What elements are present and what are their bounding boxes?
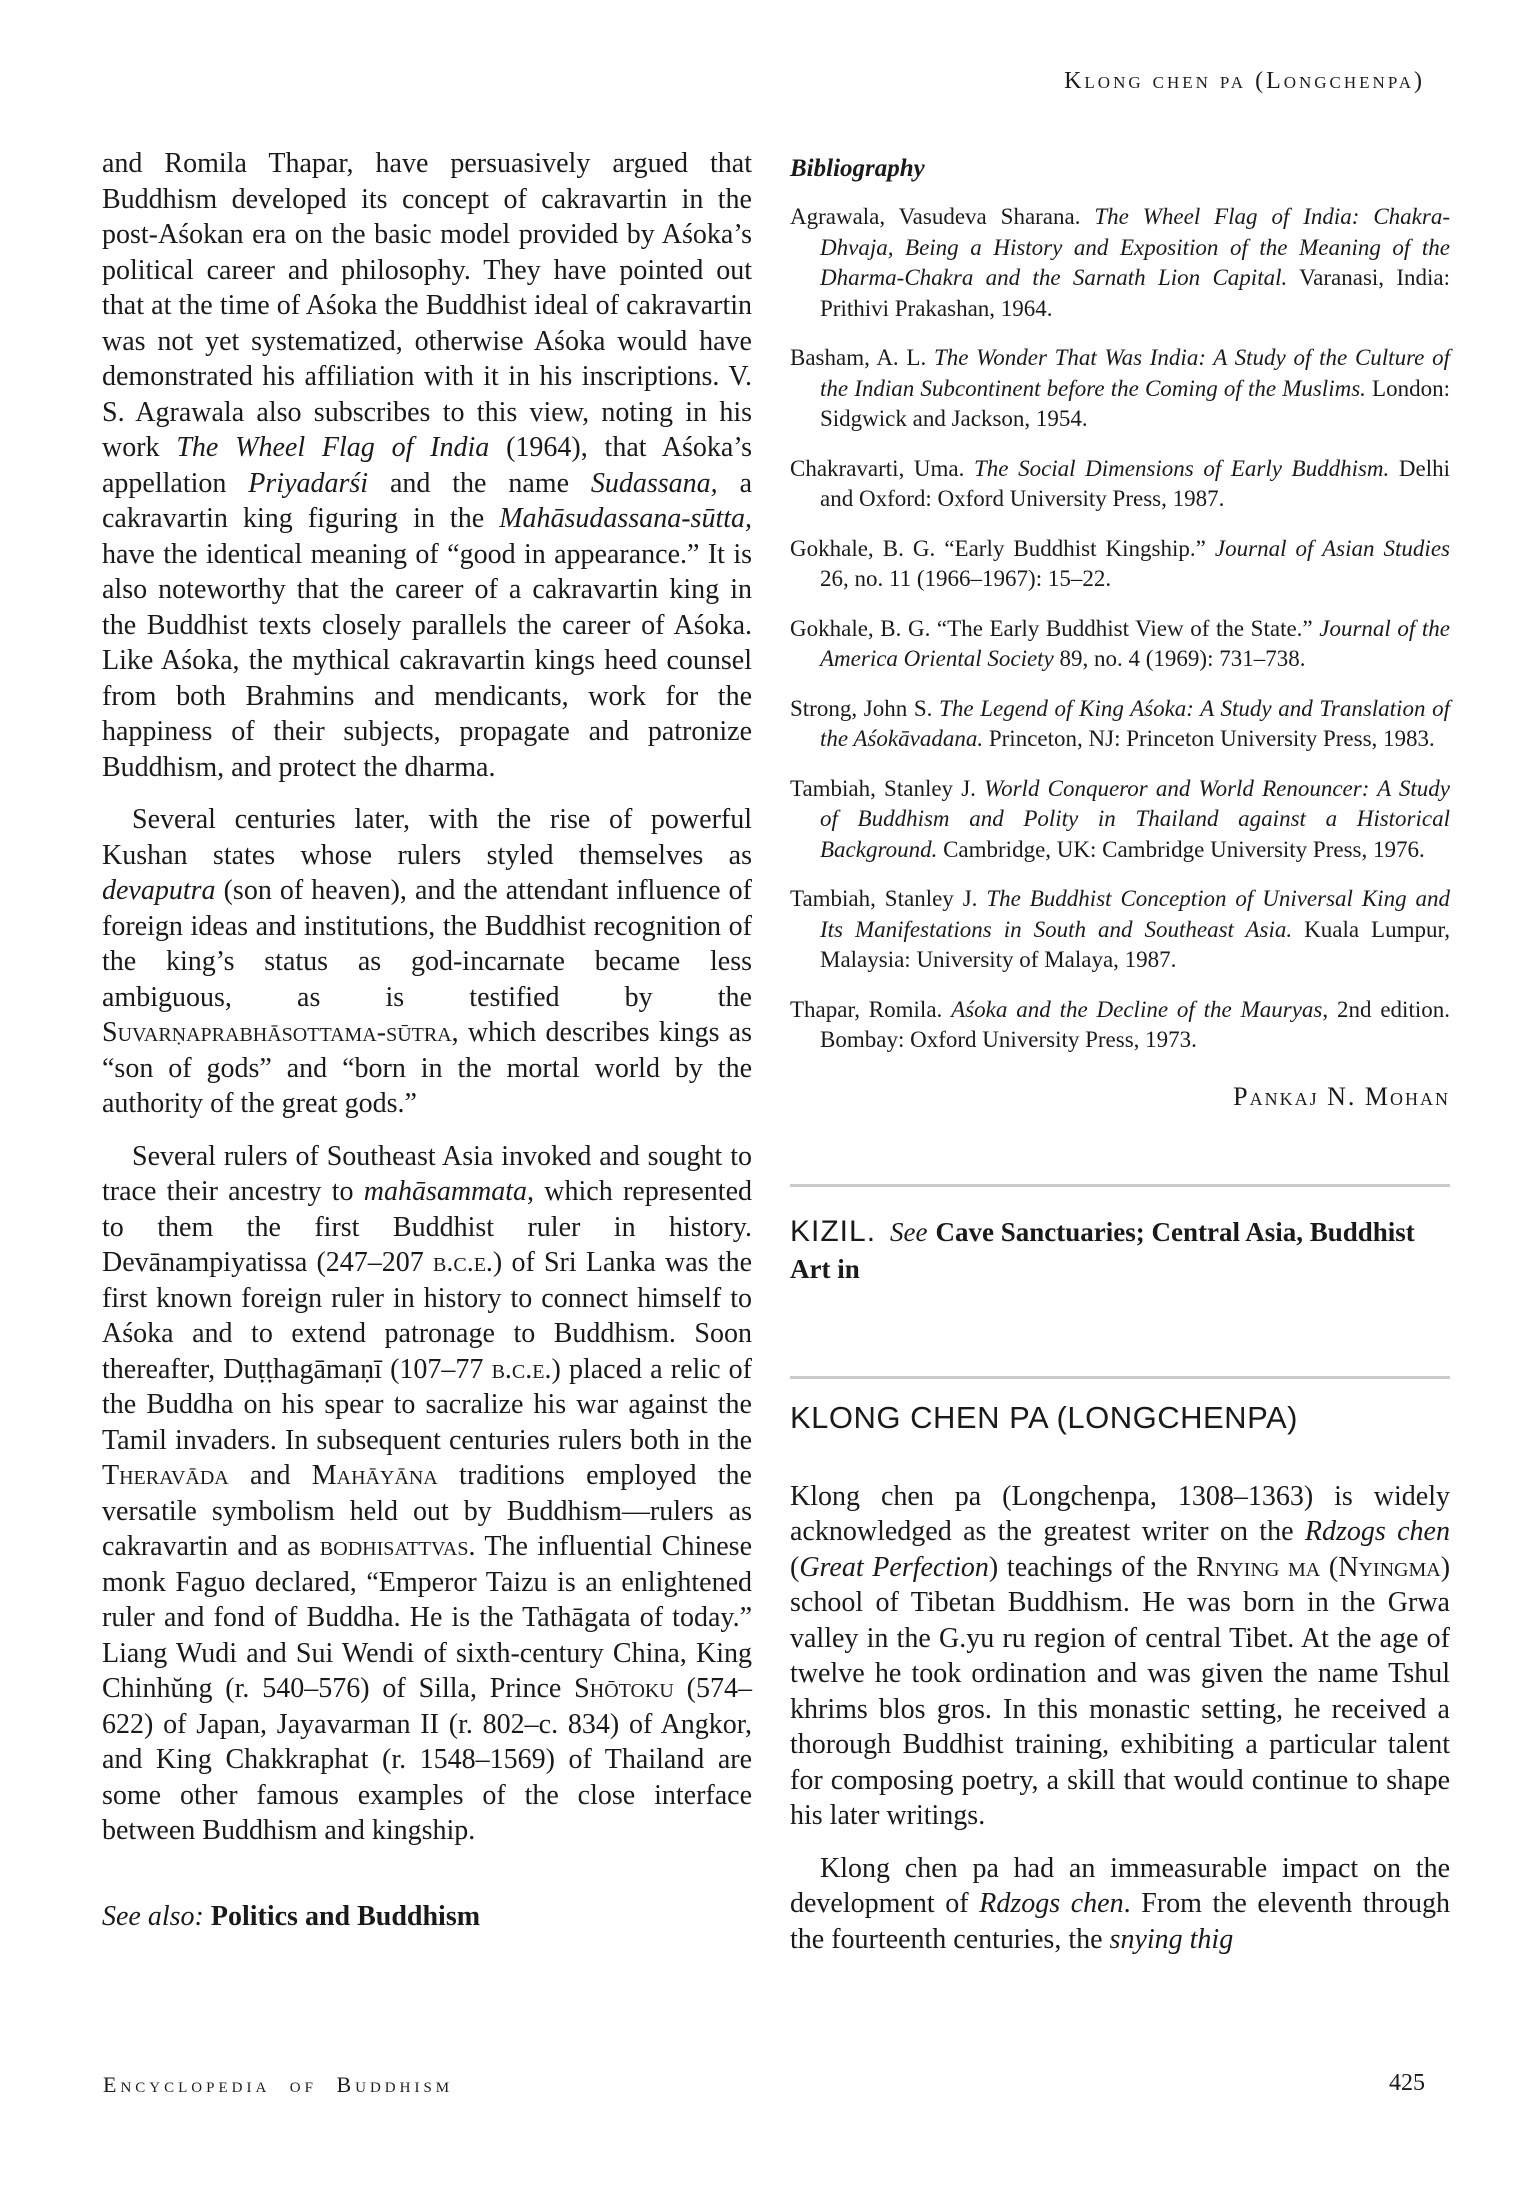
- running-head: Klong chen pa (Longchenpa): [1064, 68, 1425, 94]
- footer-page-number: 425: [1389, 2070, 1425, 2096]
- bibliography-entry: Tambiah, Stanley J. The Buddhist Conception of Universal King and Its Manifestations in South and Southeast Asia. Kuala Lumpur, Malaysia: University of Malaya, 1987.: [790, 886, 1450, 972]
- cross-reference-term: KIZIL.: [790, 1214, 877, 1248]
- body-paragraph: Several centuries later, with the rise of powerful Kushan states whose rulers styled themselves as devaputra (son of heaven), and the attendant influence of foreign ideas and institutions, the Buddhist recognition of the king’s status as god-incarnate became less ambiguous, as is testified by the Suvarṇaprabhāsottama-sūtra, which describes kings as “son of gods” and “born in the mortal world by the authority of the great gods.”: [102, 804, 752, 1119]
- body-paragraph: Several rulers of Southeast Asia invoked and sought to trace their ancestry to mahāsammata, which represented to them the first Buddhist ruler in history. Devānampiyatissa (247–207 b.c.e.) of Sri Lanka was the first known foreign ruler in history to connect himself to Aśoka and to extend patronage to Buddhism. Soon thereafter, Duṭṭhagāmaṇī (107–77 b.c.e.) placed a relic of the Buddha on his spear to sacralize his war against the Tamil invaders. In subsequent centuries rulers both in the Theravāda and Mahāyāna traditions employed the versatile symbolism held out by Buddhism—rulers as cakravartin and as bodhisattvas. The influential Chinese monk Faguo declared, “Emperor Taizu is an enlightened ruler and fond of Buddha. He is the Tathāgata of today.” Liang Wudi and Sui Wendi of sixth-century China, King Chinhŭng (r. 540–576) of Silla, Prince Shōtoku (574–622) of Japan, Jayavarman II (r. 802–c. 834) of Angkor, and King Chakkraphat (r. 1548–1569) of Thailand are some other famous examples of the close interface between Buddhism and kingship.: [102, 1140, 753, 1846]
- bibliography-entries: [790, 202, 1450, 1056]
- article-paragraphs: [790, 1479, 1450, 1958]
- left-column-paragraphs: [102, 146, 752, 1849]
- bibliography-entry: Gokhale, B. G. “Early Buddhist Kingship.” Journal of Asian Studies 26, no. 11 (1966–1967): 15–22.: [790, 535, 1450, 591]
- right-column: [790, 146, 1450, 1957]
- cross-reference-see-label: See: [890, 1216, 928, 1247]
- see-also-line: See also: Politics and Buddhism: [102, 1900, 481, 1932]
- author-attribution: Pankaj N. Mohan: [1233, 1081, 1450, 1111]
- bibliography-entry: Basham, A. L. The Wonder That Was India: A Study of the Culture of the Indian Subcontinent before the Coming of the Muslims. London: Sidgwick and Jackson, 1954.: [790, 345, 1451, 431]
- bibliography-entry: Gokhale, B. G. “The Early Buddhist View of the State.” Journal of the America Oriental Society 89, no. 4 (1969): 731–738.: [790, 615, 1450, 671]
- bibliography-entry: Strong, John S. The Legend of King Aśoka: A Study and Translation of the Aśokāvadana. Princeton, NJ: Princeton University Press, 1983.: [790, 695, 1450, 751]
- section-divider: [790, 1376, 1450, 1379]
- left-column: [102, 146, 752, 1934]
- bibliography-heading: Bibliography: [790, 155, 925, 182]
- body-paragraph: and Romila Thapar, have persuasively argued that Buddhism developed its concept of cakravartin in the post-Aśokan era on the basic model provided by Aśoka’s political career and philosophy. They have pointed out that at the time of Aśoka the Buddhist ideal of cakravartin was not yet systematized, otherwise Aśoka would have demonstrated his affiliation with it in his inscriptions. V. S. Agrawala also subscribes to this view, noting in his work The Wheel Flag of India (1964), that Aśoka’s appellation Priyadarśi and the name Sudassana, a cakravartin king figuring in the Mahāsudassana-sūtta, have the identical meaning of “good in appearance.” It is also noteworthy that the career of a cakravartin king in the Buddhist texts closely parallels the career of Aśoka. Like Aśoka, the mythical cakravartin kings heed counsel from both Brahmins and mendicants, work for the happiness of their subjects, propagate and patronize Buddhism, and protect the dharma.: [102, 148, 753, 783]
- bibliography-entry: Agrawala, Vasudeva Sharana. The Wheel Flag of India: Chakra-Dhvaja, Being a History and Exposition of the Meaning of the Dharma-Chakra and the Sarnath Lion Capital. Varanasi, India: Prithivi Prakashan, 1964.: [790, 204, 1450, 321]
- bibliography-entry: Chakravarti, Uma. The Social Dimensions of Early Buddhism. Delhi and Oxford: Oxford University Press, 1987.: [790, 455, 1450, 511]
- article-paragraph: Klong chen pa (Longchenpa, 1308–1363) is widely acknowledged as the greatest writer on the Rdzogs chen (Great Perfection) teachings of the Rnying ma (Nyingma) school of Tibetan Buddhism. He was born in the Grwa valley in the G.yu ru region of central Tibet. At the age of twelve he took ordination and was given the name Tshul khrims blos gros. In this monastic setting, he received a thorough Buddhist training, exhibiting a particular talent for composing poetry, a skill that would continue to shape his later writings.: [790, 1480, 1451, 1831]
- bibliography-entry: Tambiah, Stanley J. World Conqueror and World Renouncer: A Study of Buddhism and Polity in Thailand against a Historical Background. Cambridge, UK: Cambridge University Press, 1976.: [790, 775, 1450, 862]
- article-heading: KLONG CHEN PA (LONGCHENPA): [790, 1399, 1298, 1435]
- section-divider: [790, 1184, 1450, 1187]
- cross-reference-targets: Cave Sanctuaries; Central Asia, Buddhist Art in: [790, 1216, 1415, 1284]
- article-paragraph: Klong chen pa had an immeasurable impact on the development of Rdzogs chen. From the eleventh through the fourteenth centuries, the snying thig: [790, 1852, 1450, 1955]
- footer-imprint: Encyclopedia of Buddhism: [103, 2072, 454, 2097]
- bibliography-entry: Thapar, Romila. Aśoka and the Decline of the Mauryas, 2nd edition. Bombay: Oxford University Press, 1973.: [790, 996, 1450, 1052]
- cross-reference-kizil: [790, 1213, 1450, 1288]
